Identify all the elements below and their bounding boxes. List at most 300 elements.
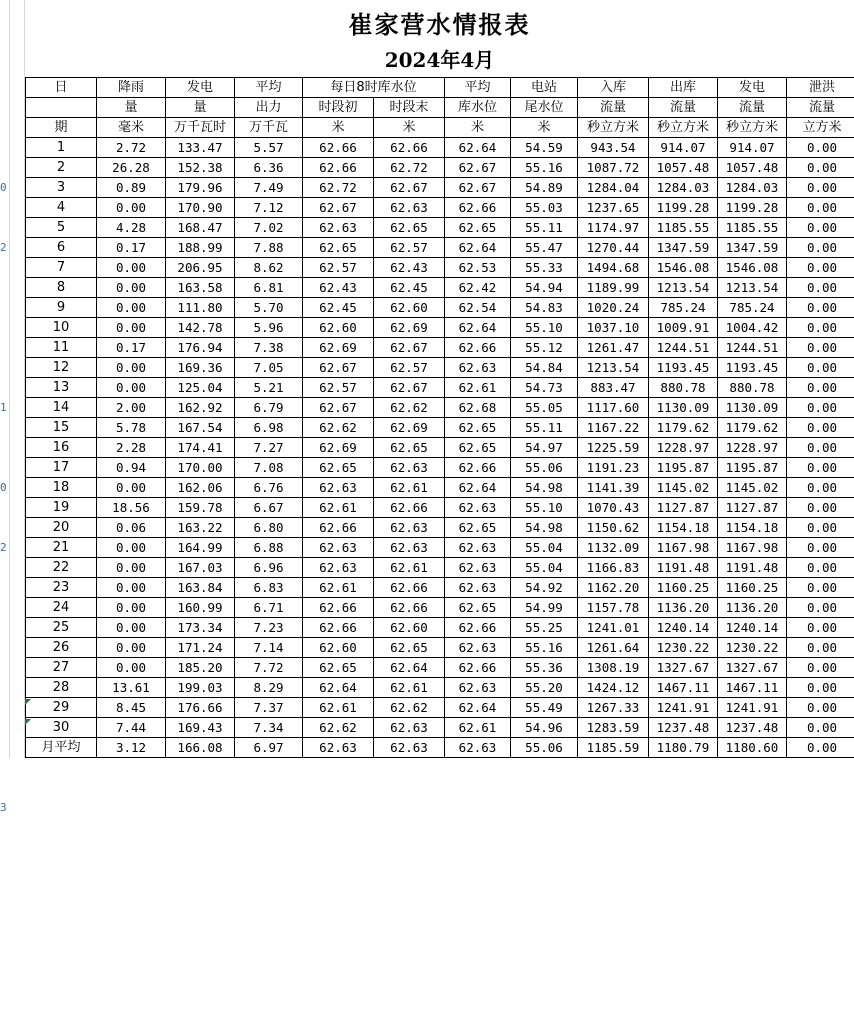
value-cell[interactable]: 206.95	[166, 258, 235, 278]
value-cell[interactable]: 54.94	[511, 278, 578, 298]
value-cell[interactable]: 2.28	[97, 438, 166, 458]
row-header-stub[interactable]	[0, 138, 9, 158]
value-cell[interactable]: 62.57	[374, 238, 445, 258]
value-cell[interactable]: 62.45	[303, 298, 374, 318]
value-cell[interactable]: 168.47	[166, 218, 235, 238]
row-header-stub[interactable]	[0, 898, 9, 918]
value-cell[interactable]: 0.00	[787, 298, 854, 318]
value-cell[interactable]: 62.67	[374, 338, 445, 358]
day-cell[interactable]: 21	[26, 538, 97, 558]
header-cell[interactable]: 出力	[235, 98, 303, 118]
value-cell[interactable]: 1130.09	[718, 398, 787, 418]
value-cell[interactable]: 1230.22	[649, 638, 718, 658]
row-header-stub[interactable]	[0, 718, 9, 738]
header-cell[interactable]: 平均	[445, 78, 511, 98]
value-cell[interactable]: 62.42	[445, 278, 511, 298]
value-cell[interactable]: 159.78	[166, 498, 235, 518]
day-cell[interactable]: 20	[26, 518, 97, 538]
value-cell[interactable]: 6.76	[235, 478, 303, 498]
value-cell[interactable]: 0.00	[787, 358, 854, 378]
day-cell[interactable]: 7	[26, 258, 97, 278]
value-cell[interactable]: 125.04	[166, 378, 235, 398]
value-cell[interactable]: 1213.54	[649, 278, 718, 298]
row-header-stub[interactable]: 0	[0, 178, 9, 198]
value-cell[interactable]: 6.96	[235, 558, 303, 578]
value-cell[interactable]: 62.67	[303, 198, 374, 218]
row-header-stub[interactable]	[0, 978, 9, 998]
value-cell[interactable]: 55.16	[511, 638, 578, 658]
value-cell[interactable]: 62.57	[303, 258, 374, 278]
value-cell[interactable]: 54.97	[511, 438, 578, 458]
value-cell[interactable]: 0.89	[97, 178, 166, 198]
value-cell[interactable]: 1157.78	[578, 598, 649, 618]
value-cell[interactable]: 1162.20	[578, 578, 649, 598]
value-cell[interactable]: 62.66	[374, 138, 445, 158]
value-cell[interactable]: 62.57	[374, 358, 445, 378]
value-cell[interactable]: 0.00	[787, 378, 854, 398]
value-cell[interactable]: 62.65	[374, 638, 445, 658]
value-cell[interactable]: 1160.25	[718, 578, 787, 598]
value-cell[interactable]: 785.24	[718, 298, 787, 318]
value-cell[interactable]: 880.78	[649, 378, 718, 398]
day-cell[interactable]: 22	[26, 558, 97, 578]
value-cell[interactable]: 2.00	[97, 398, 166, 418]
value-cell[interactable]: 54.99	[511, 598, 578, 618]
unit-cell[interactable]: 米	[445, 118, 511, 138]
value-cell[interactable]: 2.72	[97, 138, 166, 158]
value-cell[interactable]: 62.69	[303, 338, 374, 358]
value-cell[interactable]: 1230.22	[718, 638, 787, 658]
row-header-stub[interactable]	[0, 278, 9, 298]
value-cell[interactable]: 55.49	[511, 698, 578, 718]
value-cell[interactable]: 1347.59	[649, 238, 718, 258]
value-cell[interactable]: 163.84	[166, 578, 235, 598]
value-cell[interactable]: 62.68	[445, 398, 511, 418]
value-cell[interactable]: 1261.64	[578, 638, 649, 658]
value-cell[interactable]: 62.67	[303, 358, 374, 378]
day-cell[interactable]: 23	[26, 578, 97, 598]
value-cell[interactable]: 1199.28	[718, 198, 787, 218]
row-header-stub[interactable]	[0, 838, 9, 858]
value-cell[interactable]: 54.59	[511, 138, 578, 158]
value-cell[interactable]: 62.65	[303, 658, 374, 678]
value-cell[interactable]: 62.43	[374, 258, 445, 278]
row-header-stub[interactable]	[0, 78, 9, 98]
value-cell[interactable]: 62.64	[445, 318, 511, 338]
day-cell[interactable]: 15	[26, 418, 97, 438]
value-cell[interactable]: 62.63	[374, 718, 445, 738]
value-cell[interactable]: 62.63	[374, 198, 445, 218]
row-header-stub[interactable]	[0, 458, 9, 478]
value-cell[interactable]: 54.73	[511, 378, 578, 398]
value-cell[interactable]: 1150.62	[578, 518, 649, 538]
row-header-stub[interactable]	[0, 118, 9, 138]
value-cell[interactable]: 1237.65	[578, 198, 649, 218]
value-cell[interactable]: 0.00	[787, 178, 854, 198]
value-cell[interactable]: 62.66	[303, 158, 374, 178]
value-cell[interactable]: 62.64	[303, 678, 374, 698]
value-cell[interactable]: 5.70	[235, 298, 303, 318]
value-cell[interactable]: 1132.09	[578, 538, 649, 558]
header-cell[interactable]: 泄洪	[787, 78, 854, 98]
row-header-stub[interactable]: 2	[0, 238, 9, 258]
value-cell[interactable]: 55.03	[511, 198, 578, 218]
value-cell[interactable]: 8.29	[235, 678, 303, 698]
header-cell[interactable]: 平均	[235, 78, 303, 98]
value-cell[interactable]: 18.56	[97, 498, 166, 518]
header-cell[interactable]: 量	[97, 98, 166, 118]
day-cell[interactable]: 14	[26, 398, 97, 418]
unit-cell[interactable]: 期	[26, 118, 97, 138]
value-cell[interactable]: 0.00	[97, 658, 166, 678]
value-cell[interactable]: 62.67	[303, 398, 374, 418]
value-cell[interactable]: 167.03	[166, 558, 235, 578]
value-cell[interactable]: 1284.03	[649, 178, 718, 198]
value-cell[interactable]: 62.67	[374, 178, 445, 198]
value-cell[interactable]: 1240.14	[718, 618, 787, 638]
value-cell[interactable]: 1284.04	[578, 178, 649, 198]
value-cell[interactable]: 54.83	[511, 298, 578, 318]
value-cell[interactable]: 62.65	[445, 518, 511, 538]
value-cell[interactable]: 62.61	[445, 378, 511, 398]
value-cell[interactable]: 62.67	[445, 178, 511, 198]
value-cell[interactable]: 1117.60	[578, 398, 649, 418]
value-cell[interactable]: 0.00	[787, 658, 854, 678]
value-cell[interactable]: 0.00	[787, 318, 854, 338]
value-cell[interactable]: 54.96	[511, 718, 578, 738]
row-header-stub[interactable]	[0, 418, 9, 438]
value-cell[interactable]: 6.88	[235, 538, 303, 558]
value-cell[interactable]: 0.00	[787, 398, 854, 418]
value-cell[interactable]: 3.12	[97, 738, 166, 758]
header-cell[interactable]: 量	[166, 98, 235, 118]
value-cell[interactable]: 176.94	[166, 338, 235, 358]
value-cell[interactable]: 1424.12	[578, 678, 649, 698]
value-cell[interactable]: 1141.39	[578, 478, 649, 498]
value-cell[interactable]: 1127.87	[718, 498, 787, 518]
value-cell[interactable]: 188.99	[166, 238, 235, 258]
row-header-stub[interactable]	[0, 218, 9, 238]
unit-cell[interactable]: 米	[374, 118, 445, 138]
row-header-stub[interactable]	[0, 938, 9, 958]
value-cell[interactable]: 1020.24	[578, 298, 649, 318]
value-cell[interactable]: 185.20	[166, 658, 235, 678]
header-cell[interactable]: 时段末	[374, 98, 445, 118]
value-cell[interactable]: 7.23	[235, 618, 303, 638]
value-cell[interactable]: 62.65	[445, 218, 511, 238]
value-cell[interactable]: 62.63	[303, 478, 374, 498]
value-cell[interactable]: 1240.14	[649, 618, 718, 638]
value-cell[interactable]: 62.61	[445, 718, 511, 738]
value-cell[interactable]: 1179.62	[649, 418, 718, 438]
row-header-stub[interactable]: 0	[0, 478, 9, 498]
value-cell[interactable]: 1213.54	[578, 358, 649, 378]
row-header-stub[interactable]	[0, 578, 9, 598]
day-cell[interactable]: 4	[26, 198, 97, 218]
value-cell[interactable]: 880.78	[718, 378, 787, 398]
header-cell[interactable]: 降雨	[97, 78, 166, 98]
value-cell[interactable]: 142.78	[166, 318, 235, 338]
value-cell[interactable]: 62.66	[374, 598, 445, 618]
value-cell[interactable]: 62.64	[445, 698, 511, 718]
value-cell[interactable]: 62.65	[303, 238, 374, 258]
value-cell[interactable]: 0.00	[97, 578, 166, 598]
value-cell[interactable]: 62.63	[445, 498, 511, 518]
value-cell[interactable]: 7.49	[235, 178, 303, 198]
value-cell[interactable]: 1546.08	[649, 258, 718, 278]
unit-cell[interactable]: 米	[303, 118, 374, 138]
value-cell[interactable]: 0.00	[97, 258, 166, 278]
value-cell[interactable]: 1136.20	[718, 598, 787, 618]
value-cell[interactable]: 7.44	[97, 718, 166, 738]
value-cell[interactable]: 1195.87	[649, 458, 718, 478]
day-cell[interactable]: 2	[26, 158, 97, 178]
value-cell[interactable]: 152.38	[166, 158, 235, 178]
day-cell[interactable]: 24	[26, 598, 97, 618]
value-cell[interactable]: 1270.44	[578, 238, 649, 258]
value-cell[interactable]: 1193.45	[718, 358, 787, 378]
value-cell[interactable]: 0.94	[97, 458, 166, 478]
value-cell[interactable]: 62.72	[374, 158, 445, 178]
value-cell[interactable]: 1191.48	[649, 558, 718, 578]
value-cell[interactable]: 26.28	[97, 158, 166, 178]
row-header-stub[interactable]	[0, 358, 9, 378]
value-cell[interactable]: 0.00	[97, 478, 166, 498]
value-cell[interactable]: 62.61	[303, 498, 374, 518]
row-header-stub[interactable]: 1	[0, 398, 9, 418]
value-cell[interactable]: 1070.43	[578, 498, 649, 518]
value-cell[interactable]: 1284.03	[718, 178, 787, 198]
row-header-stub[interactable]	[0, 338, 9, 358]
value-cell[interactable]: 163.58	[166, 278, 235, 298]
value-cell[interactable]: 62.65	[445, 438, 511, 458]
day-cell[interactable]: 17	[26, 458, 97, 478]
day-cell[interactable]: 25	[26, 618, 97, 638]
value-cell[interactable]: 7.14	[235, 638, 303, 658]
value-cell[interactable]: 54.89	[511, 178, 578, 198]
value-cell[interactable]: 1189.99	[578, 278, 649, 298]
value-cell[interactable]: 1154.18	[718, 518, 787, 538]
header-cell[interactable]: 入库	[578, 78, 649, 98]
header-cell[interactable]: 时段初	[303, 98, 374, 118]
value-cell[interactable]: 0.00	[97, 198, 166, 218]
value-cell[interactable]: 62.67	[445, 158, 511, 178]
value-cell[interactable]: 1467.11	[718, 678, 787, 698]
value-cell[interactable]: 1228.97	[649, 438, 718, 458]
value-cell[interactable]: 163.22	[166, 518, 235, 538]
value-cell[interactable]: 62.66	[374, 498, 445, 518]
value-cell[interactable]: 6.97	[235, 738, 303, 758]
value-cell[interactable]: 0.00	[787, 278, 854, 298]
value-cell[interactable]: 62.54	[445, 298, 511, 318]
value-cell[interactable]: 62.53	[445, 258, 511, 278]
value-cell[interactable]: 883.47	[578, 378, 649, 398]
value-cell[interactable]: 1167.98	[718, 538, 787, 558]
value-cell[interactable]: 199.03	[166, 678, 235, 698]
value-cell[interactable]: 1225.59	[578, 438, 649, 458]
header-cell[interactable]: 发电	[718, 78, 787, 98]
value-cell[interactable]: 1037.10	[578, 318, 649, 338]
row-header-stub[interactable]	[0, 58, 9, 78]
value-cell[interactable]: 55.25	[511, 618, 578, 638]
header-cell[interactable]	[26, 98, 97, 118]
value-cell[interactable]: 62.63	[374, 738, 445, 758]
value-cell[interactable]: 169.43	[166, 718, 235, 738]
value-cell[interactable]: 62.63	[445, 638, 511, 658]
day-cell[interactable]: 6	[26, 238, 97, 258]
value-cell[interactable]: 55.11	[511, 418, 578, 438]
value-cell[interactable]: 1145.02	[649, 478, 718, 498]
value-cell[interactable]: 1213.54	[718, 278, 787, 298]
value-cell[interactable]: 0.00	[787, 558, 854, 578]
value-cell[interactable]: 0.00	[787, 718, 854, 738]
value-cell[interactable]: 173.34	[166, 618, 235, 638]
value-cell[interactable]: 1185.55	[649, 218, 718, 238]
value-cell[interactable]: 55.04	[511, 558, 578, 578]
value-cell[interactable]: 6.81	[235, 278, 303, 298]
unit-cell[interactable]: 秒立方米	[578, 118, 649, 138]
value-cell[interactable]: 13.61	[97, 678, 166, 698]
unit-cell[interactable]: 毫米	[97, 118, 166, 138]
row-header-stub[interactable]	[0, 678, 9, 698]
value-cell[interactable]: 1130.09	[649, 398, 718, 418]
day-cell[interactable]: 29	[26, 698, 97, 718]
value-cell[interactable]: 55.47	[511, 238, 578, 258]
day-cell[interactable]: 9	[26, 298, 97, 318]
day-cell[interactable]: 13	[26, 378, 97, 398]
row-header-stub[interactable]	[0, 878, 9, 898]
value-cell[interactable]: 170.90	[166, 198, 235, 218]
value-cell[interactable]: 4.28	[97, 218, 166, 238]
row-header-stub[interactable]	[0, 738, 9, 758]
value-cell[interactable]: 62.63	[374, 458, 445, 478]
value-cell[interactable]: 7.38	[235, 338, 303, 358]
value-cell[interactable]: 1261.47	[578, 338, 649, 358]
value-cell[interactable]: 62.65	[303, 458, 374, 478]
row-header-stub[interactable]	[0, 658, 9, 678]
header-cell[interactable]: 流量	[578, 98, 649, 118]
row-header-stub[interactable]: 3	[0, 798, 9, 818]
value-cell[interactable]: 1004.42	[718, 318, 787, 338]
value-cell[interactable]: 7.12	[235, 198, 303, 218]
value-cell[interactable]: 55.10	[511, 498, 578, 518]
value-cell[interactable]: 162.06	[166, 478, 235, 498]
value-cell[interactable]: 1057.48	[718, 158, 787, 178]
value-cell[interactable]: 1241.91	[718, 698, 787, 718]
value-cell[interactable]: 54.92	[511, 578, 578, 598]
value-cell[interactable]: 1244.51	[718, 338, 787, 358]
value-cell[interactable]: 111.80	[166, 298, 235, 318]
value-cell[interactable]: 62.66	[303, 618, 374, 638]
value-cell[interactable]: 62.45	[374, 278, 445, 298]
header-cell[interactable]: 流量	[649, 98, 718, 118]
value-cell[interactable]: 6.79	[235, 398, 303, 418]
value-cell[interactable]: 62.64	[445, 238, 511, 258]
value-cell[interactable]: 943.54	[578, 138, 649, 158]
day-cell[interactable]: 19	[26, 498, 97, 518]
value-cell[interactable]: 62.63	[445, 738, 511, 758]
row-header-stub[interactable]	[0, 258, 9, 278]
value-cell[interactable]: 1136.20	[649, 598, 718, 618]
unit-cell[interactable]: 秒立方米	[649, 118, 718, 138]
value-cell[interactable]: 62.63	[445, 678, 511, 698]
value-cell[interactable]: 62.63	[445, 358, 511, 378]
value-cell[interactable]: 0.00	[97, 318, 166, 338]
value-cell[interactable]: 1241.01	[578, 618, 649, 638]
value-cell[interactable]: 62.66	[445, 618, 511, 638]
header-cell[interactable]: 电站	[511, 78, 578, 98]
day-cell[interactable]: 27	[26, 658, 97, 678]
value-cell[interactable]: 5.21	[235, 378, 303, 398]
value-cell[interactable]: 62.66	[445, 198, 511, 218]
header-cell[interactable]: 出库	[649, 78, 718, 98]
value-cell[interactable]: 1180.60	[718, 738, 787, 758]
value-cell[interactable]: 7.05	[235, 358, 303, 378]
value-cell[interactable]: 62.62	[303, 718, 374, 738]
value-cell[interactable]: 1283.59	[578, 718, 649, 738]
row-header-stub[interactable]	[0, 998, 9, 1018]
value-cell[interactable]: 62.66	[303, 518, 374, 538]
value-cell[interactable]: 0.00	[787, 138, 854, 158]
value-cell[interactable]: 5.78	[97, 418, 166, 438]
value-cell[interactable]: 54.98	[511, 478, 578, 498]
value-cell[interactable]: 0.00	[787, 518, 854, 538]
header-cell[interactable]: 库水位	[445, 98, 511, 118]
value-cell[interactable]: 55.04	[511, 538, 578, 558]
value-cell[interactable]: 1174.97	[578, 218, 649, 238]
value-cell[interactable]: 62.61	[303, 698, 374, 718]
value-cell[interactable]: 1166.83	[578, 558, 649, 578]
unit-cell[interactable]: 秒立方米	[718, 118, 787, 138]
day-cell[interactable]: 30	[26, 718, 97, 738]
value-cell[interactable]: 1193.45	[649, 358, 718, 378]
day-cell[interactable]: 1	[26, 138, 97, 158]
value-cell[interactable]: 0.00	[787, 678, 854, 698]
value-cell[interactable]: 0.00	[787, 578, 854, 598]
value-cell[interactable]: 7.02	[235, 218, 303, 238]
value-cell[interactable]: 1191.23	[578, 458, 649, 478]
error-indicator-icon[interactable]	[25, 699, 31, 705]
value-cell[interactable]: 55.05	[511, 398, 578, 418]
day-cell[interactable]: 12	[26, 358, 97, 378]
header-cell[interactable]: 尾水位	[511, 98, 578, 118]
value-cell[interactable]: 62.62	[374, 698, 445, 718]
value-cell[interactable]: 1167.22	[578, 418, 649, 438]
value-cell[interactable]: 0.00	[787, 238, 854, 258]
value-cell[interactable]: 174.41	[166, 438, 235, 458]
row-header-stub[interactable]: 2	[0, 538, 9, 558]
value-cell[interactable]: 62.60	[374, 298, 445, 318]
value-cell[interactable]: 8.45	[97, 698, 166, 718]
value-cell[interactable]: 55.12	[511, 338, 578, 358]
value-cell[interactable]: 1009.91	[649, 318, 718, 338]
value-cell[interactable]: 7.08	[235, 458, 303, 478]
header-cell[interactable]: 流量	[718, 98, 787, 118]
value-cell[interactable]: 55.16	[511, 158, 578, 178]
value-cell[interactable]: 1494.68	[578, 258, 649, 278]
value-cell[interactable]: 62.65	[374, 218, 445, 238]
value-cell[interactable]: 0.00	[97, 538, 166, 558]
value-cell[interactable]: 1467.11	[649, 678, 718, 698]
value-cell[interactable]: 0.17	[97, 238, 166, 258]
value-cell[interactable]: 6.71	[235, 598, 303, 618]
value-cell[interactable]: 914.07	[649, 138, 718, 158]
row-header-stub[interactable]	[0, 618, 9, 638]
header-cell[interactable]: 流量	[787, 98, 854, 118]
value-cell[interactable]: 0.00	[787, 738, 854, 758]
day-cell[interactable]: 5	[26, 218, 97, 238]
value-cell[interactable]: 5.57	[235, 138, 303, 158]
